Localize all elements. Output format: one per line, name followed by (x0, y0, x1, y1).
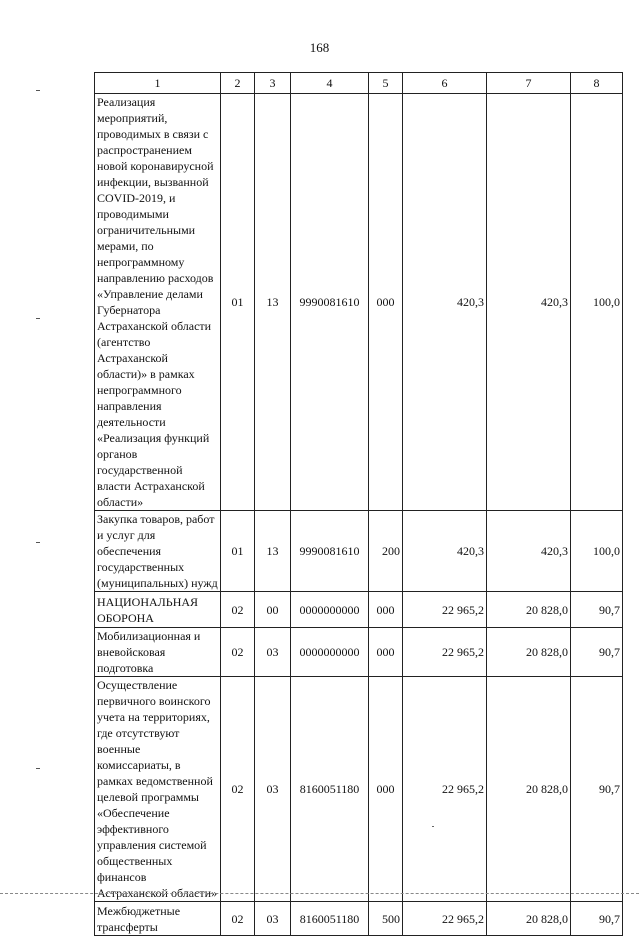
row-name: Реализация мероприятий, проводимых в связи с распространением новой коронавирусной инфекции, вызванной COVID-2019, и проводимыми ограничительными мерами, по непрограммному направлению расходов «Управление делами Губернатора Астраханской области (агентство Астраханской области)» в рамках непрограммного направления деятельности «Реализация функций органов государственной власти Астраханской области» (95, 94, 221, 511)
table-row (95, 628, 623, 677)
row-expense-type: 200 (369, 511, 403, 592)
row-percent: 90,7 (571, 677, 623, 902)
table-row (95, 511, 623, 592)
row-name: Закупка товаров, работ и услуг для обеспечения государственных (муниципальных) нужд (95, 511, 221, 592)
margin-mark (36, 768, 40, 769)
row-subsection: 03 (255, 677, 291, 902)
table-header-row (95, 73, 623, 94)
row-section: 02 (221, 592, 255, 628)
row-fact-value: 20 828,0 (487, 592, 571, 628)
table-row (95, 592, 623, 628)
row-subsection: 03 (255, 628, 291, 677)
table-row (95, 94, 623, 511)
row-percent: 100,0 (571, 511, 623, 592)
header-cell-7: 7 (487, 73, 571, 94)
row-subsection: 13 (255, 94, 291, 511)
margin-mark (36, 318, 40, 319)
row-name: Осуществление первичного воинского учета на территориях, где отсутствуют военные комиссариаты, в рамках ведомственной целевой программы «Обеспечение эффективного управления системой общественных финансов Астраханской области» (95, 677, 221, 902)
row-target-article: 8160051180 (291, 677, 369, 902)
header-cell-5: 5 (369, 73, 403, 94)
row-percent: 90,7 (571, 902, 623, 936)
page-number: 168 (309, 40, 330, 55)
row-expense-type: 000 (369, 677, 403, 902)
row-subsection: 03 (255, 902, 291, 936)
row-plan-value: 420,3 (403, 511, 487, 592)
row-plan-value: 22 965,2 (403, 902, 487, 936)
row-fact-value: 420,3 (487, 94, 571, 511)
row-plan-value: 420,3 (403, 94, 487, 511)
row-subsection: 13 (255, 511, 291, 592)
row-plan-value: 22 965,2 (403, 677, 487, 902)
row-target-article: 8160051180 (291, 902, 369, 936)
header-cell-4: 4 (291, 73, 369, 94)
row-expense-type: 000 (369, 592, 403, 628)
row-fact-value: 20 828,0 (487, 902, 571, 936)
header-cell-8: 8 (571, 73, 623, 94)
header-cell-1: 1 (95, 73, 221, 94)
row-target-article: 9990081610 (291, 511, 369, 592)
row-percent: 100,0 (571, 94, 623, 511)
margin-mark (36, 90, 40, 91)
row-name: НАЦИОНАЛЬНАЯ ОБОРОНА (95, 592, 221, 628)
scan-speck (432, 826, 434, 827)
row-fact-value: 20 828,0 (487, 677, 571, 902)
row-name: Мобилизационная и вневойсковая подготовка (95, 628, 221, 677)
row-expense-type: 000 (369, 94, 403, 511)
row-plan-value: 22 965,2 (403, 592, 487, 628)
row-percent: 90,7 (571, 592, 623, 628)
table-row (95, 902, 623, 936)
row-section: 01 (221, 94, 255, 511)
budget-table (94, 72, 623, 936)
row-plan-value: 22 965,2 (403, 628, 487, 677)
row-section: 02 (221, 677, 255, 902)
header-cell-3: 3 (255, 73, 291, 94)
row-expense-type: 000 (369, 628, 403, 677)
row-expense-type: 500 (369, 902, 403, 936)
row-name: Межбюджетные трансферты (95, 902, 221, 936)
row-subsection: 00 (255, 592, 291, 628)
row-target-article: 0000000000 (291, 592, 369, 628)
scan-footer-rule (0, 893, 639, 894)
row-section: 02 (221, 902, 255, 936)
header-cell-6: 6 (403, 73, 487, 94)
table-row (95, 677, 623, 902)
row-percent: 90,7 (571, 628, 623, 677)
margin-mark (36, 542, 40, 543)
row-section: 01 (221, 511, 255, 592)
row-fact-value: 420,3 (487, 511, 571, 592)
row-section: 02 (221, 628, 255, 677)
row-target-article: 0000000000 (291, 628, 369, 677)
row-target-article: 9990081610 (291, 94, 369, 511)
row-fact-value: 20 828,0 (487, 628, 571, 677)
header-cell-2: 2 (221, 73, 255, 94)
